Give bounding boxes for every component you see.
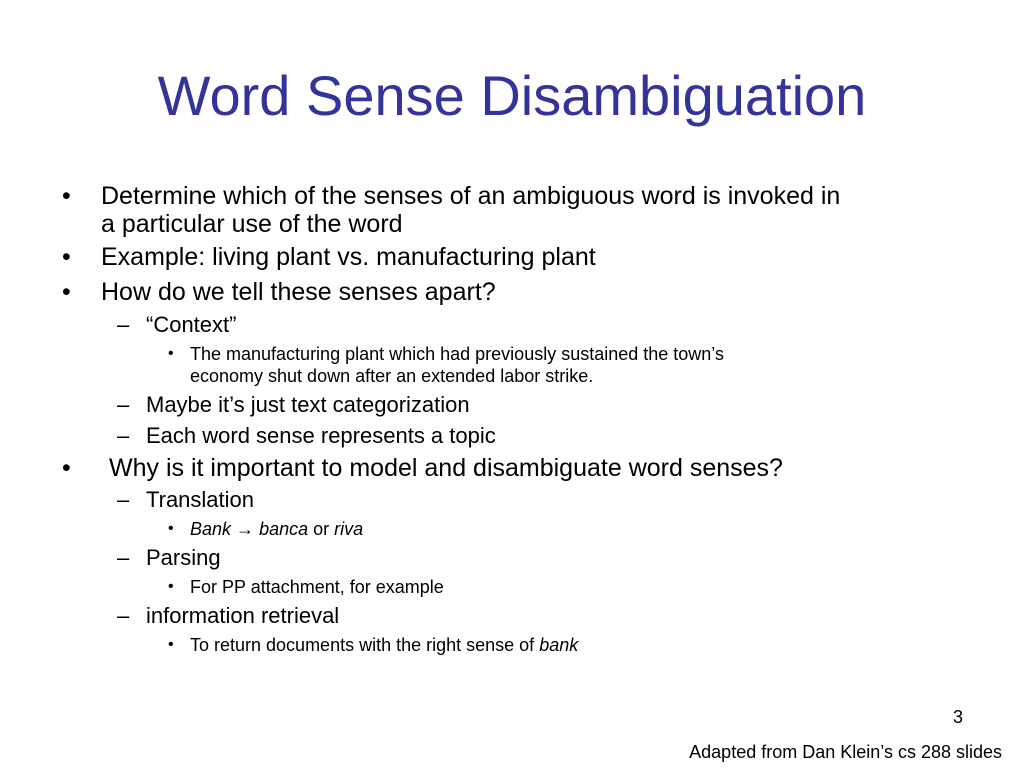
dash-marker: – — [117, 423, 130, 448]
sub-bullet-text: Parsing — [146, 545, 221, 570]
footer-credit: Adapted from Dan Klein’s cs 288 slides — [689, 742, 1002, 762]
sub-bullet-text: Each word sense represents a topic — [146, 423, 496, 448]
dash-marker: – — [117, 603, 130, 628]
retrieval-example — [190, 634, 578, 656]
bullet-marker: • — [62, 454, 71, 482]
small-bullet-marker: • — [168, 345, 174, 362]
arrow-right-icon: → — [236, 519, 255, 539]
dash-marker: – — [117, 392, 130, 417]
translation-option: riva — [334, 519, 364, 539]
small-bullet-marker: • — [168, 520, 174, 537]
bullet-marker: • — [62, 182, 71, 210]
slide-title: Word Sense Disambiguation — [157, 64, 867, 127]
sub-bullet-text: Translation — [146, 487, 255, 512]
bullet-text: Why is it important to model and disambiguate word senses? — [109, 454, 783, 482]
bullet-text: Example: living plant vs. manufacturing plant — [101, 243, 596, 271]
bullet-text-continued: a particular use of the word — [101, 210, 403, 238]
page-number: 3 — [952, 707, 963, 727]
bullet-text: How do we tell these senses apart? — [101, 278, 496, 306]
translation-option: banca — [259, 519, 309, 539]
bullet-marker: • — [62, 243, 71, 271]
example-word: bank — [539, 635, 579, 655]
translation-example — [190, 518, 363, 540]
small-bullet-marker: • — [168, 578, 174, 595]
dash-marker: – — [117, 545, 130, 570]
sub-bullet-text: information retrieval — [146, 603, 340, 628]
sub-sub-bullet-text: For PP attachment, for example — [190, 577, 444, 597]
dash-marker: – — [117, 487, 130, 512]
sub-sub-bullet-text: The manufacturing plant which had previously sustained the town’s — [190, 344, 724, 364]
dash-marker: – — [117, 312, 130, 337]
example-word: Bank — [190, 519, 232, 539]
sub-sub-bullet-text-continued: economy shut down after an extended labor strike. — [190, 366, 594, 386]
sub-bullet-text: Maybe it’s just text categorization — [146, 392, 470, 417]
example-text: To return documents with the right sense of — [190, 635, 535, 655]
sub-bullet-text: “Context” — [146, 312, 237, 337]
connector-word: or — [313, 519, 330, 539]
small-bullet-marker: • — [168, 636, 174, 653]
bullet-text: Determine which of the senses of an ambiguous word is invoked in — [101, 182, 841, 210]
bullet-marker: • — [62, 278, 71, 306]
